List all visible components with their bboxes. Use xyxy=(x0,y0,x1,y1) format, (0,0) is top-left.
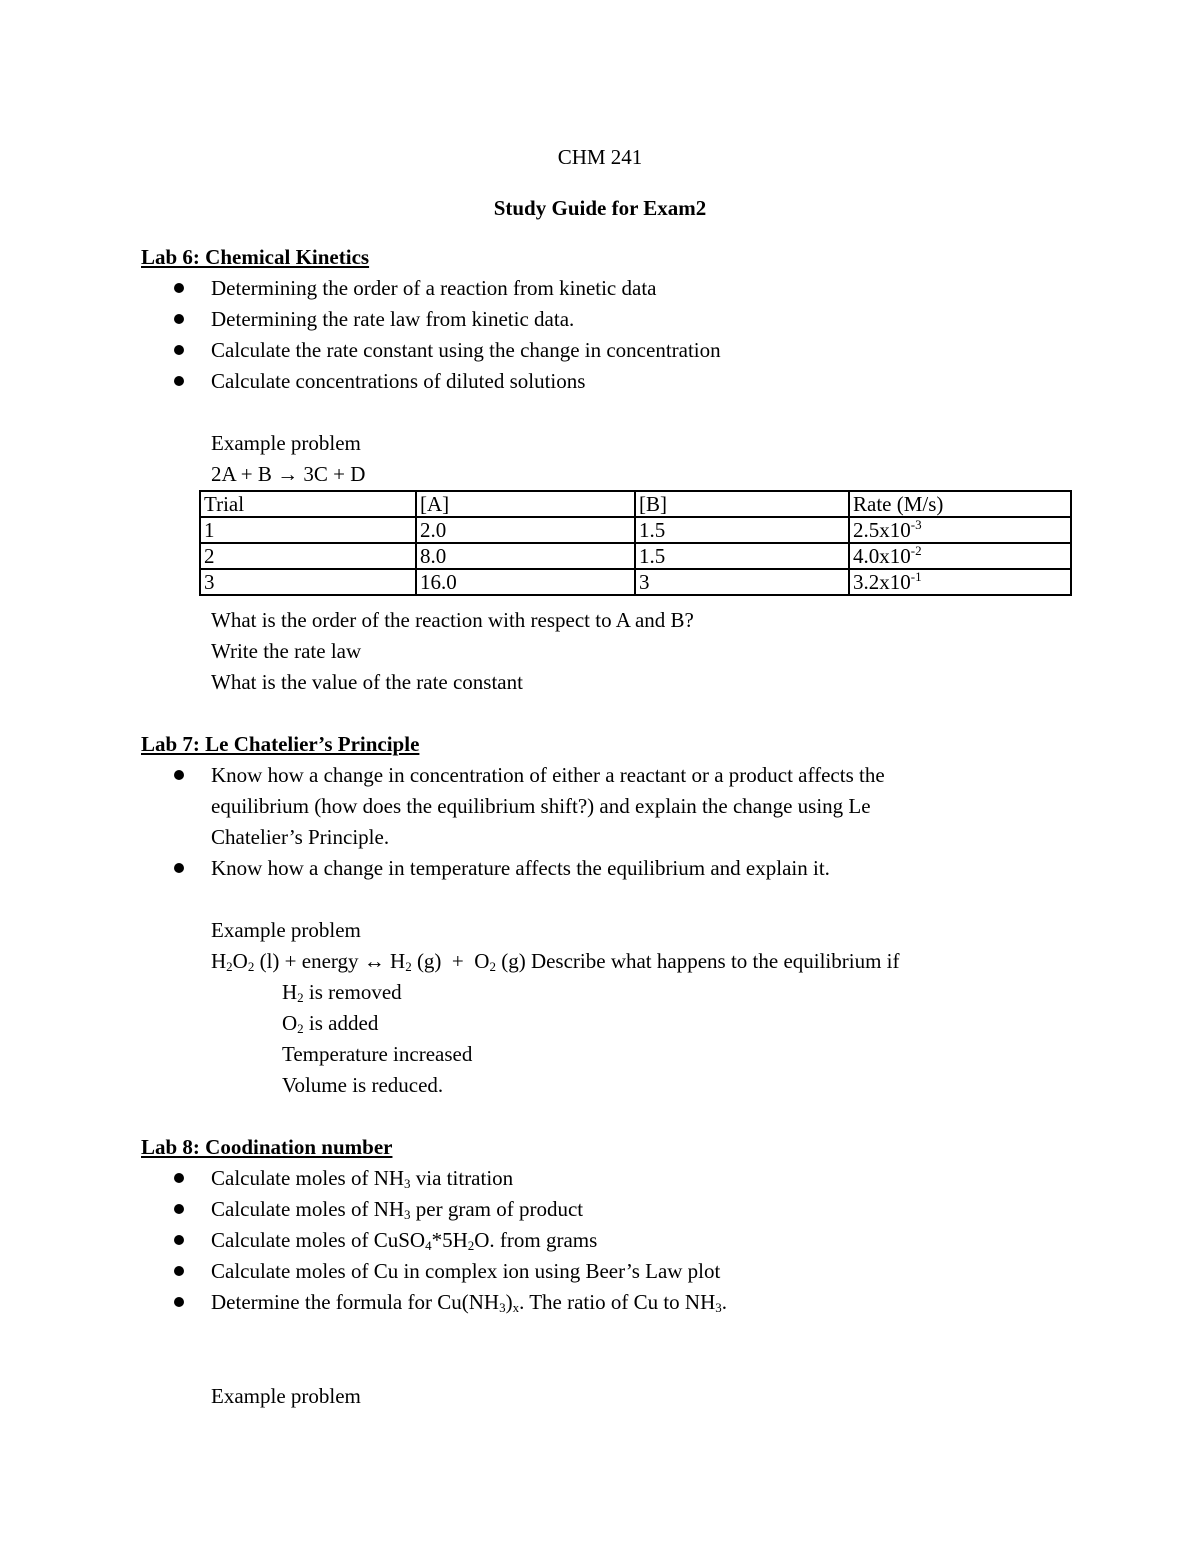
table-header-row xyxy=(200,491,1071,517)
list-item xyxy=(211,1166,513,1190)
list-item xyxy=(211,1197,583,1221)
condition-text: is added xyxy=(303,1011,379,1035)
rate-base: 2.5x10 xyxy=(853,518,911,542)
list-item: Calculate the rate constant using the change in concentration xyxy=(211,338,721,362)
subscript: 3 xyxy=(404,1176,411,1191)
list-item: Determining the order of a reaction from kinetic data xyxy=(211,276,657,300)
reaction-reactants: 2A + B xyxy=(211,462,272,486)
right-arrow-icon: → xyxy=(277,462,299,486)
item-text: . xyxy=(721,1290,727,1314)
lab8-example-label: Example problem xyxy=(211,1384,361,1408)
rate-base: 3.2x10 xyxy=(853,570,911,594)
rate-exponent: -1 xyxy=(910,569,922,584)
lab7-equilibrium-equation xyxy=(211,949,900,973)
subscript: 2 xyxy=(297,990,304,1005)
lab8-heading: Lab 8: Coodination number xyxy=(141,1135,393,1159)
bullet-icon xyxy=(174,770,184,780)
cell-b: 3 xyxy=(635,569,849,595)
subscript: 2 xyxy=(489,959,496,974)
condition-item xyxy=(282,1011,378,1035)
lab7-heading: Lab 7: Le Chatelier’s Principle xyxy=(141,732,420,756)
cell-trial: 2 xyxy=(200,543,416,569)
subscript: 2 xyxy=(405,959,412,974)
item-text: Calculate moles of NH xyxy=(211,1166,405,1190)
subscript: 3 xyxy=(715,1300,722,1315)
item-text: ) xyxy=(505,1290,513,1314)
bullet-icon xyxy=(174,345,184,355)
table-row xyxy=(200,543,1071,569)
list-item-line: Chatelier’s Principle. xyxy=(211,825,390,849)
header-cell-a: [A] xyxy=(416,491,635,517)
bullet-icon xyxy=(174,314,184,324)
symbol-o: O xyxy=(232,949,248,973)
subscript: x xyxy=(512,1300,520,1315)
kinetics-data-table xyxy=(199,490,1072,596)
list-item: Calculate concentrations of diluted solutions xyxy=(211,369,586,393)
item-text: Determine the formula for Cu(NH xyxy=(211,1290,500,1314)
lab6-example-label: Example problem xyxy=(211,431,361,455)
list-item: Know how a change in temperature affects the equilibrium and explain it. xyxy=(211,856,830,880)
rate-exponent: -2 xyxy=(910,543,922,558)
cell-rate xyxy=(849,569,1071,595)
item-text: Calculate moles of CuSO xyxy=(211,1228,426,1252)
symbol-o: O xyxy=(474,949,490,973)
list-item: Determining the rate law from kinetic data. xyxy=(211,307,575,331)
cell-a: 8.0 xyxy=(416,543,635,569)
subscript: 2 xyxy=(467,1238,475,1253)
subscript: 3 xyxy=(499,1300,506,1315)
bullet-icon xyxy=(174,283,184,293)
bullet-icon xyxy=(174,1297,184,1307)
symbol-o: O xyxy=(282,1011,298,1035)
table-row xyxy=(200,517,1071,543)
subscript: 2 xyxy=(247,959,255,974)
cell-b: 1.5 xyxy=(635,517,849,543)
subscript: 2 xyxy=(226,959,233,974)
symbol-h: H xyxy=(211,949,227,973)
double-arrow-icon: ↔ xyxy=(363,949,385,973)
symbol-h: H xyxy=(390,949,406,973)
item-text: via titration xyxy=(410,1166,514,1190)
subscript: 3 xyxy=(404,1207,411,1222)
equation-prompt: (g) Describe what happens to the equilibrium if xyxy=(495,949,900,973)
rate-exponent: -3 xyxy=(910,517,922,532)
header-cell-b: [B] xyxy=(635,491,849,517)
lab7-example-label: Example problem xyxy=(211,918,361,942)
item-text: per gram of product xyxy=(410,1197,584,1221)
course-code: CHM 241 xyxy=(557,145,643,169)
lab6-question: What is the order of the reaction with respect to A and B? xyxy=(211,608,694,632)
list-item xyxy=(211,1290,727,1314)
header-cell-rate: Rate (M/s) xyxy=(849,491,1071,517)
bullet-icon xyxy=(174,1266,184,1276)
list-item: Calculate moles of Cu in complex ion using Beer’s Law plot xyxy=(211,1259,721,1283)
header-cell-trial: Trial xyxy=(200,491,416,517)
bullet-icon xyxy=(174,1204,184,1214)
lab6-heading: Lab 6: Chemical Kinetics xyxy=(141,245,370,269)
cell-rate xyxy=(849,517,1071,543)
lab6-question: What is the value of the rate constant xyxy=(211,670,523,694)
list-item-line: Know how a change in concentration of either a reactant or a product affects the xyxy=(211,763,885,787)
state-gas: (g) + xyxy=(411,949,475,973)
condition-text: is removed xyxy=(303,980,402,1004)
bullet-icon xyxy=(174,1235,184,1245)
item-text: . The ratio of Cu to NH xyxy=(519,1290,716,1314)
lab6-reaction xyxy=(211,462,365,486)
condition-item: Temperature increased xyxy=(282,1042,473,1066)
symbol-h: H xyxy=(282,980,298,1004)
table-row xyxy=(200,569,1071,595)
rate-base: 4.0x10 xyxy=(853,544,911,568)
item-text: *5H xyxy=(431,1228,468,1252)
page-title: Study Guide for Exam2 xyxy=(493,196,707,220)
condition-item: Volume is reduced. xyxy=(282,1073,444,1097)
cell-trial: 3 xyxy=(200,569,416,595)
state-liquid: (l) + energy xyxy=(254,949,364,973)
item-text: Calculate moles of NH xyxy=(211,1197,405,1221)
bullet-icon xyxy=(174,863,184,873)
lab6-question: Write the rate law xyxy=(211,639,362,663)
list-item xyxy=(211,1228,597,1252)
reaction-products: 3C + D xyxy=(303,462,366,486)
bullet-icon xyxy=(174,376,184,386)
cell-trial: 1 xyxy=(200,517,416,543)
cell-b: 1.5 xyxy=(635,543,849,569)
cell-a: 2.0 xyxy=(416,517,635,543)
bullet-icon xyxy=(174,1173,184,1183)
cell-rate xyxy=(849,543,1071,569)
subscript: 2 xyxy=(297,1021,304,1036)
subscript: 4 xyxy=(425,1238,432,1253)
cell-a: 16.0 xyxy=(416,569,635,595)
item-text: O. from grams xyxy=(474,1228,598,1252)
list-item-line: equilibrium (how does the equilibrium shift?) and explain the change using Le xyxy=(211,794,871,818)
condition-item xyxy=(282,980,402,1004)
